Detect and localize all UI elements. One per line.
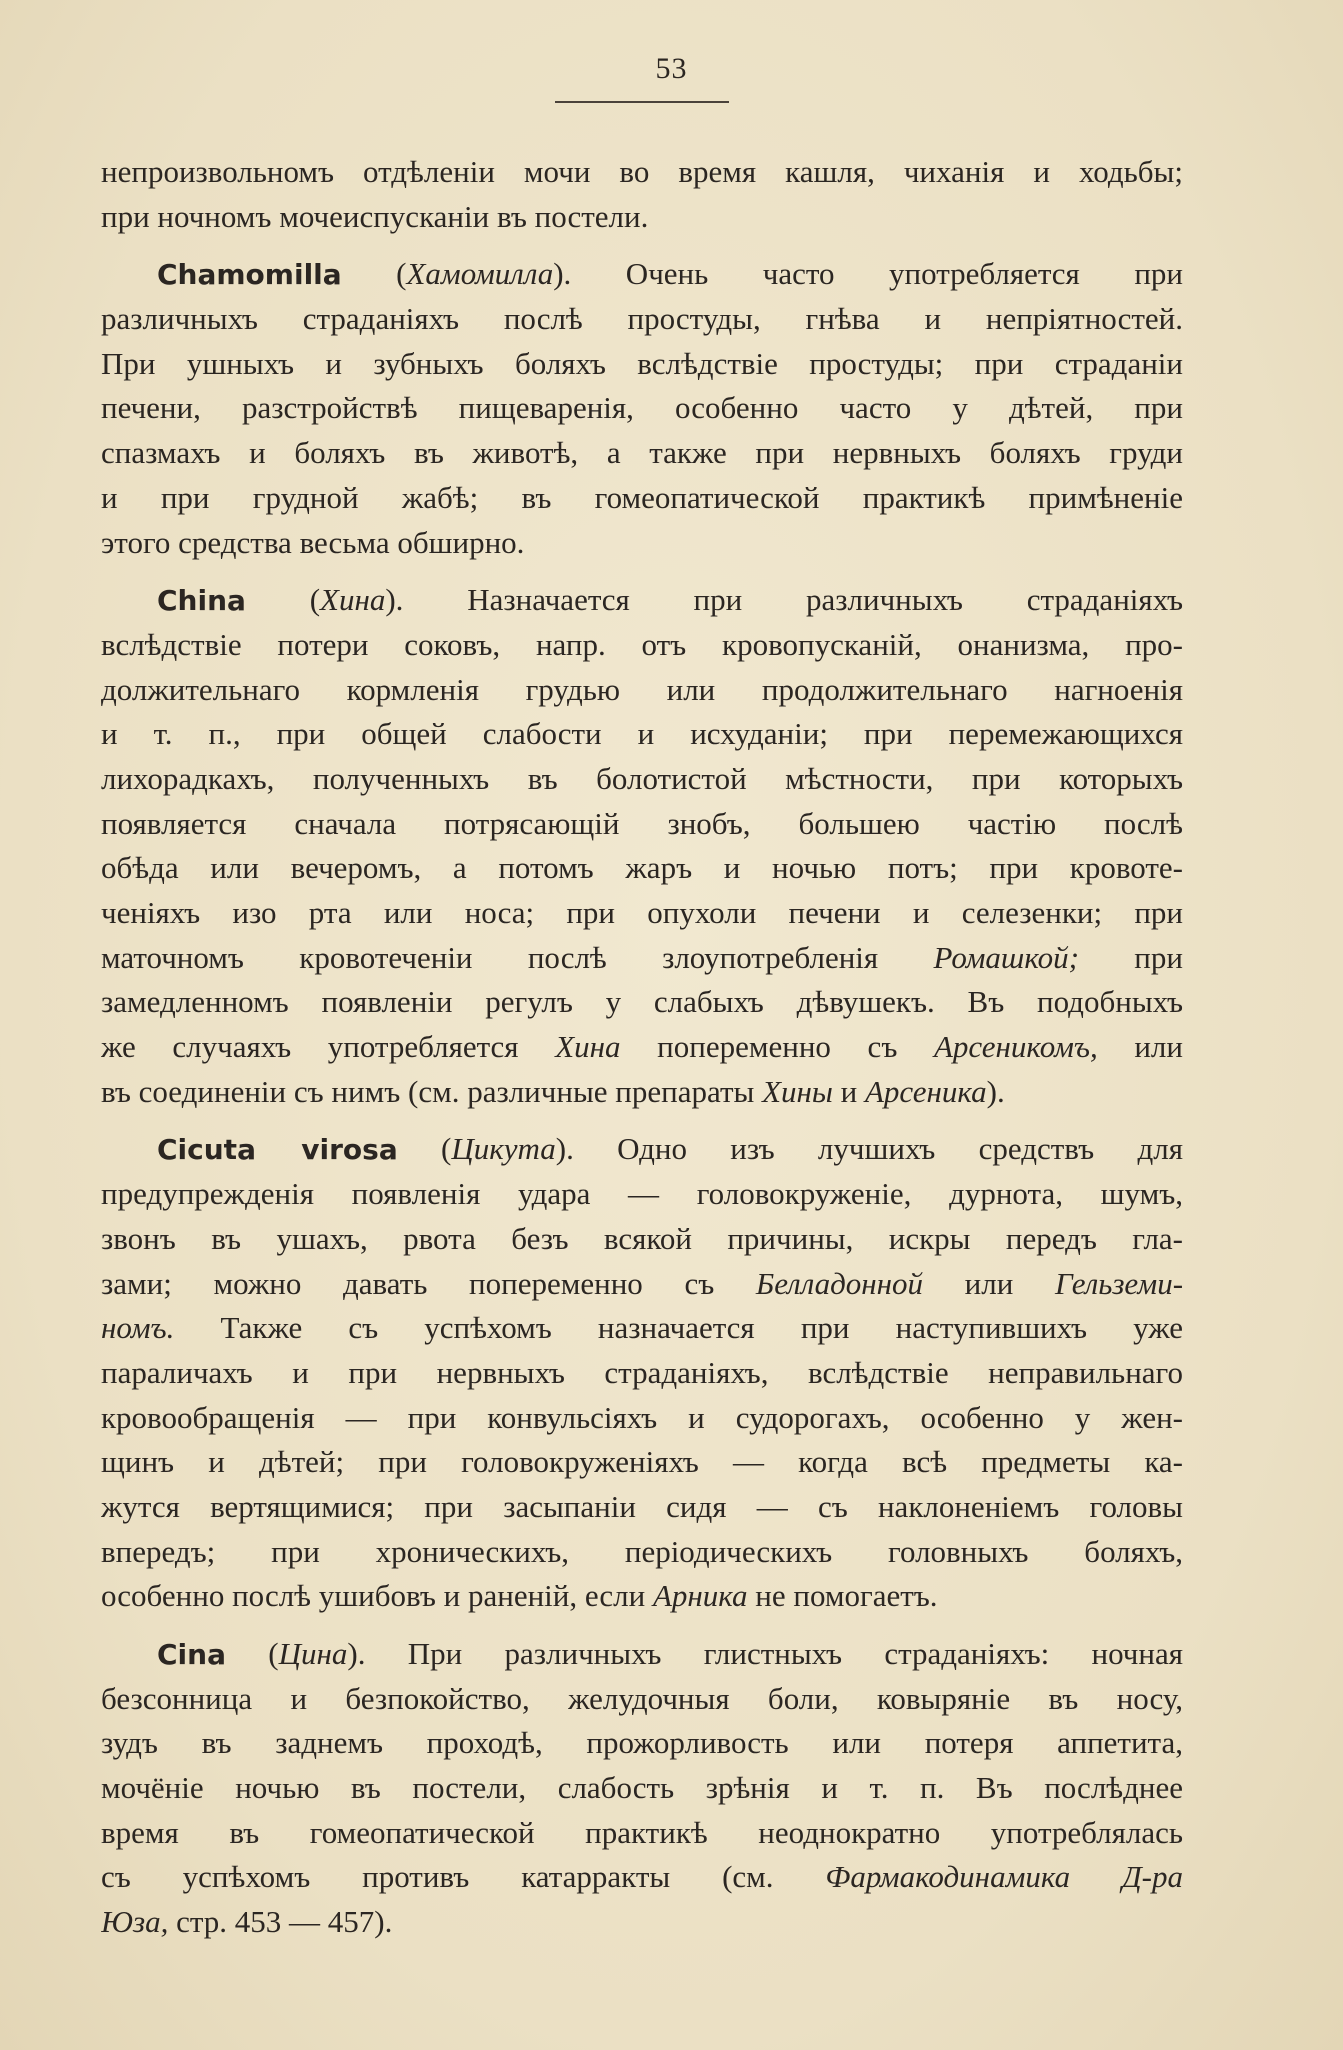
text-line — [101, 1262, 1183, 1307]
text-line — [101, 386, 1183, 431]
text-run: безсонница и безпокойство, желудочныя боли, ковыряніе въ носу, — [101, 1680, 1183, 1716]
text-run: зудъ въ заднемъ проходѣ, прожорливость или потеря аппетита, — [101, 1725, 1183, 1761]
text-line — [101, 252, 1183, 297]
text-run: параличахъ и при нервныхъ страданіяхъ, вслѣдствіе неправильнаго — [101, 1354, 1183, 1390]
text-line — [101, 578, 1183, 623]
text-line — [101, 668, 1183, 713]
italic-term: Гельземи- — [1055, 1265, 1183, 1301]
text-line — [101, 712, 1183, 757]
text-line — [101, 1855, 1183, 1900]
text-line — [101, 1574, 1183, 1619]
text-line — [101, 1632, 1183, 1677]
italic-term: Хина — [320, 582, 386, 618]
text-run: ). Назначается при различныхъ страданіяхъ — [385, 582, 1183, 618]
italic-term: Ромашкой; — [933, 939, 1079, 975]
text-run: время въ гомеопатической практикѣ неоднократно употреблялась — [101, 1814, 1183, 1850]
paragraph — [101, 578, 1183, 1114]
remedy-heading: Chamomilla — [157, 258, 342, 292]
text-line — [101, 936, 1183, 981]
text-run: должительнаго кормленія грудью или продолжительнаго нагноенія — [101, 671, 1183, 707]
text-run: впередъ; при хроническихъ, періодическихъ головныхъ боляхъ, — [101, 1533, 1183, 1569]
paragraph — [101, 1127, 1183, 1619]
text-run: стр. 453 — 457). — [168, 1904, 393, 1940]
text-line — [101, 757, 1183, 802]
text-run: вслѣдствіе потери соковъ, напр. отъ кровопусканій, онанизма, про- — [101, 626, 1183, 662]
text-line — [101, 1530, 1183, 1575]
text-run: замедленномъ появленіи регулъ у слабыхъ дѣвушекъ. Въ подобныхъ — [101, 984, 1183, 1020]
text-run: обѣда или вечеромъ, а потомъ жаръ и ночью потъ; при кровоте- — [101, 850, 1183, 886]
remedy-heading: Cicuta virosa — [157, 1133, 398, 1167]
text-line — [101, 1721, 1183, 1766]
text-run: или — [1097, 1029, 1183, 1065]
text-run: непроизвольномъ отдѣленіи мочи во время кашля, чиханія и ходьбы; — [101, 154, 1183, 189]
text-run: лихорадкахъ, полученныхъ въ болотистой мѣстности, при которыхъ — [101, 760, 1183, 796]
italic-term: Белладонной — [755, 1265, 924, 1301]
text-run: предупрежденія появленія удара — головокруженіе, дурнота, шумъ, — [101, 1176, 1183, 1212]
text-run: ченіяхъ изо рта или носа; при опухоли печени и селезенки; при — [101, 895, 1183, 930]
text-line — [101, 150, 1183, 195]
italic-term: Арсеника — [864, 1073, 987, 1109]
text-line — [101, 342, 1183, 387]
italic-term: Цина — [278, 1636, 348, 1671]
page-text — [101, 150, 1183, 1945]
text-line — [101, 1396, 1183, 1441]
text-run: ( — [245, 582, 321, 618]
text-run: ( — [225, 1636, 279, 1671]
text-line — [101, 1766, 1183, 1811]
text-run: появляется сначала потрясающій знобъ, большею частію послѣ — [101, 805, 1183, 841]
text-line — [101, 1485, 1183, 1530]
text-run: ). При различныхъ глистныхъ страданіяхъ: ночная — [347, 1636, 1183, 1671]
text-line — [101, 980, 1183, 1025]
text-line — [101, 802, 1183, 847]
italic-term: Юза, — [101, 1904, 169, 1940]
text-run: ( — [341, 256, 407, 292]
text-line — [101, 1172, 1183, 1217]
text-run: попеременно съ — [620, 1029, 934, 1065]
text-run: маточномъ кровотеченіи послѣ злоупотребленія — [101, 939, 934, 975]
text-line — [101, 297, 1183, 342]
text-line — [101, 195, 1183, 240]
text-line — [101, 1811, 1183, 1856]
text-line — [101, 476, 1183, 521]
text-run: и т. п., при общей слабости и исхуданіи; при перемежающихся — [101, 716, 1183, 752]
text-run: щинъ и дѣтей; при головокруженіяхъ — когда всѣ предметы ка- — [101, 1444, 1183, 1480]
text-run: различныхъ страданіяхъ послѣ простуды, гнѣва и непріятностей. — [101, 301, 1183, 337]
text-line — [101, 1070, 1183, 1115]
text-run: мочёніе ночью въ постели, слабость зрѣнія и т. п. Въ послѣднее — [101, 1770, 1183, 1806]
text-run: звонъ въ ушахъ, рвота безъ всякой причины, искры передъ гла- — [101, 1220, 1183, 1256]
text-line — [101, 1306, 1183, 1351]
text-run: при ночномъ мочеиспусканіи въ постели. — [101, 198, 649, 234]
text-run: не помогаетъ. — [747, 1578, 938, 1614]
italic-term: Цикута — [451, 1131, 556, 1167]
text-run: жутся вертящимися; при засыпаніи сидя — съ наклоненіемъ головы — [101, 1488, 1183, 1524]
paragraph — [101, 252, 1183, 565]
text-run: При ушныхъ и зубныхъ боляхъ вслѣдствіе простуды; при страданіи — [101, 345, 1183, 381]
text-run: кровообращенія — при конвульсіяхъ и судорогахъ, особенно у жен- — [101, 1399, 1183, 1435]
text-run: ). — [986, 1073, 1005, 1109]
italic-term: Хамомилла — [406, 256, 554, 292]
text-run: и при грудной жабѣ; въ гомеопатической практикѣ примѣненіе — [101, 479, 1183, 515]
text-line — [101, 431, 1183, 476]
italic-term: Хина — [555, 1029, 621, 1065]
text-run: печени, разстройствѣ пищеваренія, особенно часто у дѣтей, при — [101, 390, 1183, 426]
remedy-heading: China — [157, 584, 246, 618]
text-run: съ успѣхомъ противъ катарракты (см. — [101, 1859, 826, 1895]
text-line — [101, 846, 1183, 891]
header-rule — [555, 101, 729, 103]
text-run: особенно послѣ ушибовъ и раненій, если — [101, 1578, 653, 1614]
text-run: же случаяхъ употребляется — [101, 1029, 556, 1065]
text-run: ). Очень часто употребляется при — [553, 256, 1183, 292]
text-line — [101, 1677, 1183, 1722]
italic-term: Хины — [762, 1073, 833, 1109]
paragraph — [101, 150, 1183, 239]
text-run: или — [923, 1265, 1055, 1301]
italic-term: номъ. — [101, 1310, 175, 1346]
text-line — [101, 623, 1183, 668]
text-line — [101, 1440, 1183, 1485]
text-run: ). Одно изъ лучшихъ средствъ для — [555, 1131, 1183, 1167]
text-run: и — [832, 1073, 865, 1109]
text-line — [101, 1025, 1183, 1070]
remedy-heading: Cina — [157, 1638, 226, 1671]
paragraph — [101, 1632, 1183, 1945]
text-line — [101, 521, 1183, 566]
text-line — [101, 1900, 1183, 1945]
italic-term: Арсеникомъ, — [934, 1029, 1098, 1065]
page-number: 53 — [655, 52, 688, 85]
italic-term: Фармакодинамика Д-ра — [825, 1859, 1183, 1895]
text-run: при — [1078, 939, 1183, 975]
text-line — [101, 1217, 1183, 1262]
text-run: этого средства весьма обширно. — [101, 524, 525, 560]
text-run: въ соединеніи съ нимъ (см. различные препараты — [101, 1073, 763, 1109]
text-line — [101, 1127, 1183, 1172]
text-run: зами; можно давать попеременно съ — [101, 1265, 756, 1301]
text-line — [101, 1351, 1183, 1396]
text-run: Также съ успѣхомъ назначается при наступившихъ уже — [174, 1310, 1183, 1346]
italic-term: Арника — [652, 1578, 748, 1614]
text-line — [101, 891, 1183, 936]
text-run: ( — [397, 1131, 452, 1167]
text-run: спазмахъ и боляхъ въ животѣ, а также при нервныхъ боляхъ груди — [101, 435, 1183, 471]
